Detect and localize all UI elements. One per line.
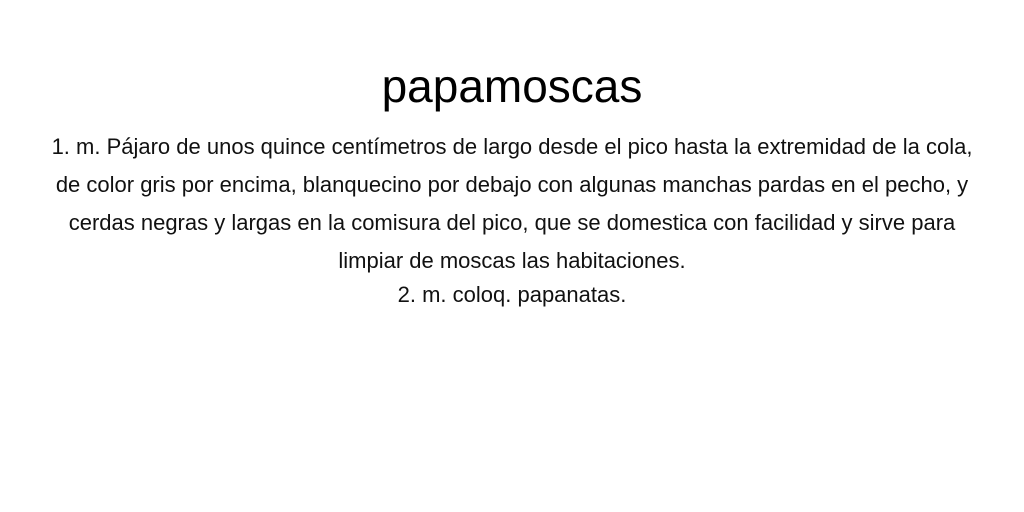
definition-item-1: 1. m. Pájaro de unos quince centímetros de largo desde el pico hasta la extremidad de la cola, de color gris por encima, blanquecino por debajo con algunas manchas pardas en el pecho, y cerdas negras y largas en la comisura del pico, que se domestica con facilidad y sirve para limpiar de moscas las habitaciones. <box>51 134 973 273</box>
definition-list <box>40 128 984 310</box>
headword-title: papamoscas <box>381 60 643 112</box>
definition-item-2: 2. m. coloq. papanatas. <box>397 282 627 307</box>
